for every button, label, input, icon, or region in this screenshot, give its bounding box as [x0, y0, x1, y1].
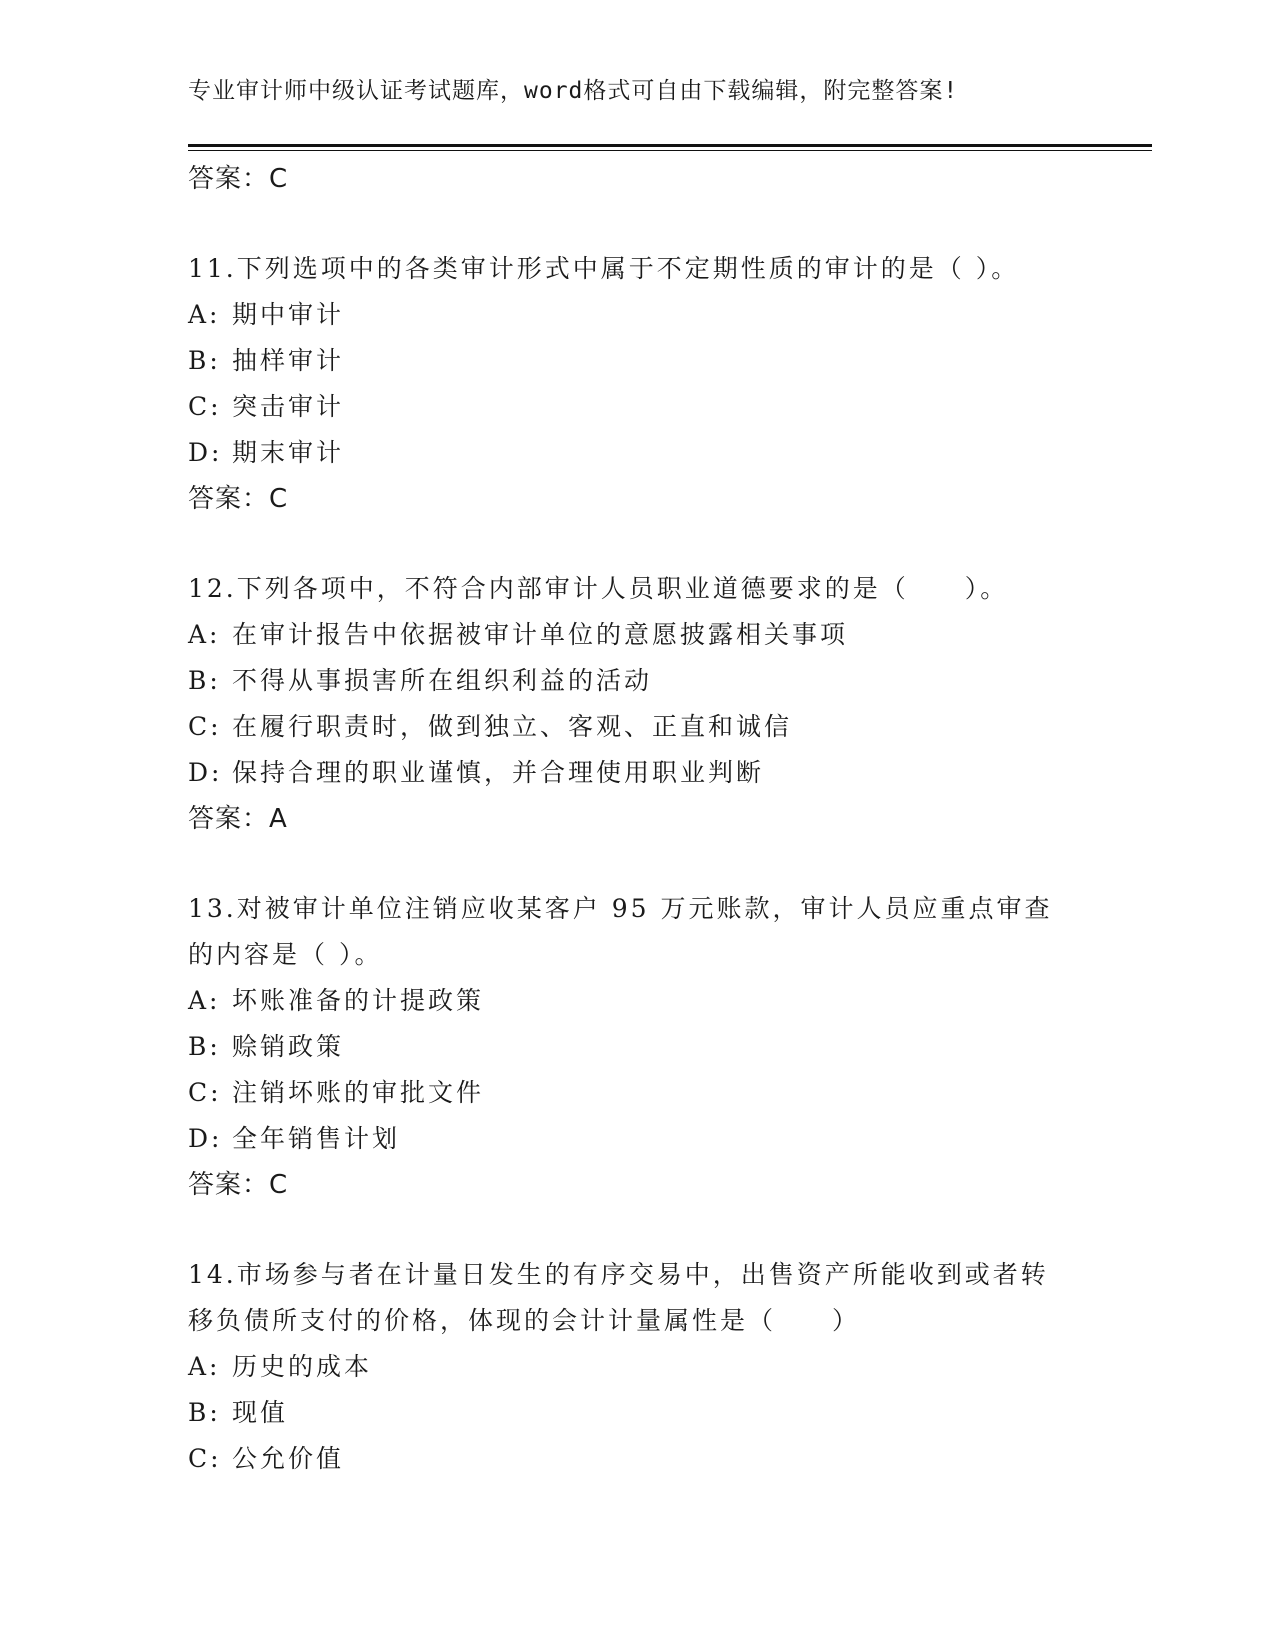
option-text: 赊销政策 [232, 1032, 345, 1061]
option-b [188, 658, 1108, 704]
header-divider [188, 144, 1152, 147]
option-letter: D: [188, 758, 223, 787]
question-stem: 12.下列各项中，不符合内部审计人员职业道德要求的是（ ）。 [188, 574, 1009, 603]
option-letter: B: [188, 1032, 221, 1061]
option-a [188, 292, 1108, 338]
option-letter: C: [188, 712, 222, 741]
option-letter: B: [188, 346, 221, 375]
option-a [188, 1344, 1108, 1390]
option-c [188, 384, 1108, 430]
answer-line: 答案：C [188, 1170, 289, 1200]
option-text: 注销坏账的审批文件 [232, 1078, 485, 1107]
option-letter: A: [188, 1352, 221, 1381]
option-d [188, 430, 1108, 476]
answer-line: 答案：A [188, 804, 288, 834]
option-letter: B: [188, 666, 221, 695]
option-d [188, 1116, 1108, 1162]
question-stem-line: 的内容是（ ）。 [188, 940, 383, 969]
option-text: 抽样审计 [232, 346, 345, 375]
option-text: 历史的成本 [232, 1352, 373, 1381]
option-text: 在审计报告中依据被审计单位的意愿披露相关事项 [232, 620, 849, 649]
option-letter: D: [188, 1124, 223, 1153]
option-letter: C: [188, 1078, 222, 1107]
question-stem-line: 14.市场参与者在计量日发生的有序交易中，出售资产所能收到或者转 [188, 1260, 1049, 1289]
option-letter: A: [188, 620, 221, 649]
option-a [188, 978, 1108, 1024]
option-letter: C: [188, 1444, 222, 1473]
option-text: 期末审计 [232, 438, 345, 467]
option-text: 突击审计 [232, 392, 345, 421]
option-letter: A: [188, 300, 221, 329]
option-c [188, 704, 1108, 750]
option-text: 现值 [232, 1398, 289, 1427]
header-divider-thin [188, 150, 1152, 151]
question-stem-line: 移负债所支付的价格，体现的会计计量属性是（ ） [188, 1306, 861, 1335]
option-letter: A: [188, 986, 221, 1015]
option-c [188, 1070, 1108, 1116]
option-text: 公允价值 [232, 1444, 345, 1473]
option-text: 期中审计 [232, 300, 345, 329]
option-text: 在履行职责时，做到独立、客观、正直和诚信 [232, 712, 793, 741]
question-content [188, 156, 1108, 1482]
option-b [188, 1024, 1108, 1070]
option-text: 全年销售计划 [232, 1124, 401, 1153]
page-header: 专业审计师中级认证考试题库，word格式可自由下载编辑，附完整答案! [188, 78, 959, 104]
question-stem-line: 13.对被审计单位注销应收某客户 95 万元账款，审计人员应重点审查 [188, 894, 1053, 923]
answer-line: 答案：C [188, 484, 289, 514]
option-text: 保持合理的职业谨慎，并合理使用职业判断 [232, 758, 765, 787]
question-block [188, 566, 1108, 842]
option-b [188, 338, 1108, 384]
question-block [188, 246, 1108, 522]
option-b [188, 1390, 1108, 1436]
option-text: 坏账准备的计提政策 [232, 986, 485, 1015]
option-text: 不得从事损害所在组织利益的活动 [232, 666, 653, 695]
option-d [188, 750, 1108, 796]
answer-line: 答案：C [188, 164, 289, 194]
question-block [188, 1252, 1108, 1482]
option-letter: B: [188, 1398, 221, 1427]
option-letter: D: [188, 438, 223, 467]
option-letter: C: [188, 392, 222, 421]
question-stem: 11.下列选项中的各类审计形式中属于不定期性质的审计的是（ ）。 [188, 254, 1020, 283]
question-block [188, 886, 1108, 1208]
option-a [188, 612, 1108, 658]
option-c [188, 1436, 1108, 1482]
